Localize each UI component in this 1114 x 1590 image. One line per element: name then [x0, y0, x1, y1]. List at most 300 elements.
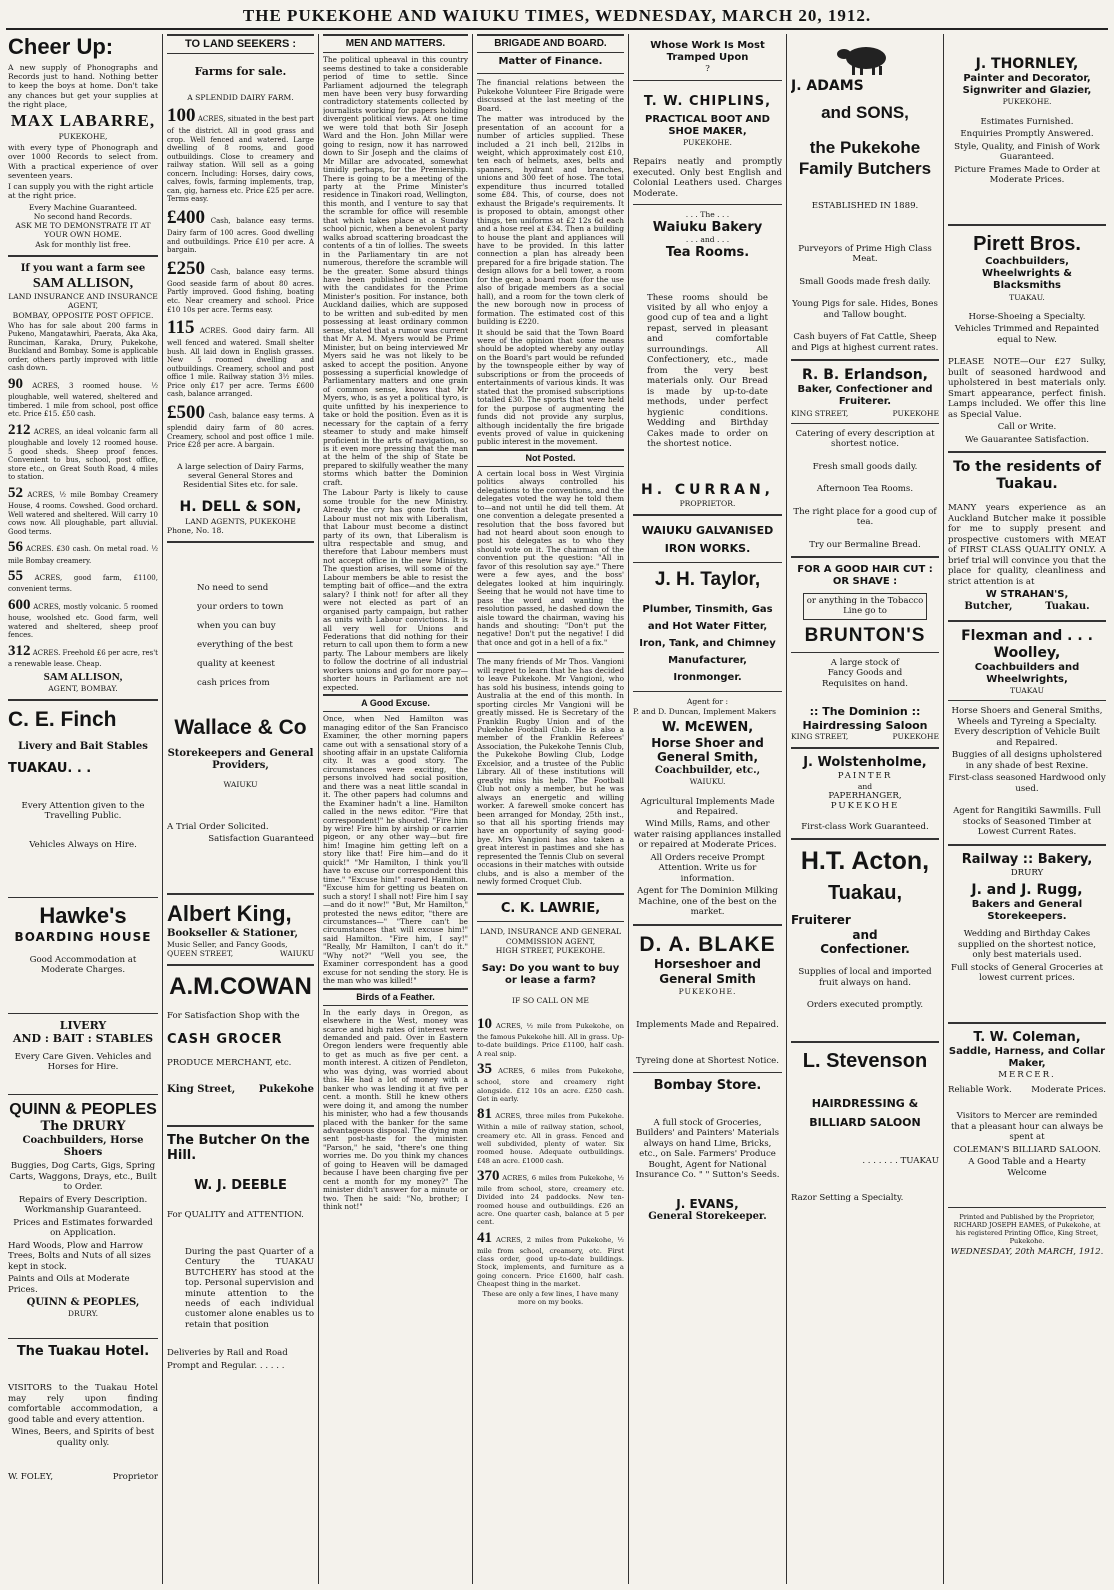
cowan-body: For Satisfaction Shop with the	[167, 1011, 300, 1022]
divider	[948, 451, 1106, 453]
listing	[8, 596, 158, 640]
hawke-body: Good Accommodation at Moderate Charges.	[29, 954, 137, 976]
masthead: THE PUKEKOHE AND WAIUKU TIMES, WEDNESDAY, MARCH 20, 1912.	[242, 6, 872, 25]
divider	[948, 844, 1106, 846]
sheep-leg	[852, 66, 855, 75]
young-pigs: Young Pigs for sale. Hides, Bones and Tallow bought.	[792, 299, 938, 320]
good-excuse-head: A Good Excuse.	[323, 694, 468, 712]
bakery-and: . . . and . . .	[685, 235, 730, 245]
rugg-groceries: Full stocks of General Groceries at lowest current prices.	[950, 962, 1103, 984]
wolstenholme-painter: PAINTER	[837, 771, 893, 782]
taylor-body: Plumber, Tinsmith, Gas and Hot Water Fitter, Iron, Tank, and Chimney Manufacturer, Ironmonger.	[639, 604, 776, 684]
livery-sub: AND : BAIT : STABLES	[12, 1032, 154, 1046]
divider	[8, 255, 158, 257]
evans-name: J. EVANS,	[676, 1196, 739, 1211]
fresh-goods: Fresh small goods daily.	[812, 461, 918, 472]
divider	[948, 1207, 1106, 1208]
dell-name: H. DELL & SON,	[179, 499, 302, 516]
king-address: QUEEN STREET,	[167, 948, 234, 958]
listing-number: 115	[167, 317, 195, 339]
please-note: PLEASE NOTE—Our £27 Sulky, built of seasoned hardwood and upholstered in best materials only. Smart appearance, perfect finish. Lamps included. We offer this line as Special Value.	[948, 357, 1106, 420]
blake-town: PUKEKOHE.	[678, 986, 737, 996]
listing-text: Cash, balance easy terms. A splendid dairy farm of 80 acres. Creamery, school and post office 1 mile. Price £28 per acre. A bargain.	[167, 411, 314, 450]
listing-text: ACRES, three miles from Pukekohe. Within a mile of railway station, school, creamery etc. All in grass. Fenced and well subdivided, plenty of water. Six roomed house. Adequate outbuildings. £48 an acre. £1000 cash.	[477, 1112, 624, 1165]
labarre-town: PUKEKOHE,	[58, 131, 108, 141]
waiuku-bakery: Waiuku Bakery	[652, 219, 763, 235]
flexman-sub: Coachbuilders and Wheelwrights,	[974, 661, 1080, 685]
mcewen-town: WAIUKU.	[689, 777, 726, 787]
king-sub: Bookseller & Stationer,	[167, 927, 298, 939]
lawrie-role: LAND, INSURANCE AND GENERAL COMMISSION AGENT,	[479, 927, 622, 946]
no-need-line: quality at keenest	[197, 658, 275, 669]
listing	[167, 401, 314, 450]
divider	[948, 224, 1106, 226]
imprint-date: WEDNESDAY, 20th MARCH, 1912.	[950, 1247, 1104, 1258]
purveyors: Purveyors of Prime High Class Meat.	[798, 243, 932, 265]
implements: Implements Made and Repaired.	[636, 1019, 779, 1030]
divider	[791, 556, 939, 558]
acton-and: and	[852, 927, 878, 942]
birds-head: Birds of a Feather.	[323, 988, 468, 1006]
galvanised-works: WAIUKU GALVANISED IRON WORKS.	[641, 524, 774, 555]
hawke-sub: BOARDING HOUSE	[14, 930, 152, 945]
mcewen-name: W. McEWEN,	[661, 719, 754, 735]
rugg-wedding: Wedding and Birthday Cakes supplied on the shortest notice, only best materials used.	[958, 929, 1096, 961]
coleman-moderate: Moderate Prices.	[1031, 1084, 1106, 1095]
flexman-body: Horse Shoers and General Smiths, Wheels and Tyreing a Specialty. Every description of Vehicle Built and Repaired.	[951, 706, 1103, 748]
acton-town: Tuakau,	[827, 881, 903, 904]
no-need-line: cash prices from	[197, 677, 270, 688]
cash-grocer: CASH GROCER	[167, 1031, 283, 1047]
labarre-guarantee: Every Machine Guaranteed.	[28, 202, 138, 212]
labarre-supply: I can supply you with the right article at the right price.	[8, 182, 154, 201]
horse-shoer: Horse Shoer and General Smith,	[651, 735, 764, 765]
adams-name: J. ADAMS	[791, 78, 864, 94]
hotel-name: The Tuakau Hotel.	[16, 1343, 150, 1359]
bakery-body: These rooms should be visited by all who enjoy a good cup of tea and a light repast, served in pleasant and comfortable surroundings. All Confectionery, etc., made from the very best materials only. Our Bread is made by up-to-date methods, under perfect hygienic conditions. Wedding and Birthday Cakes made to order on the shortest notice.	[647, 292, 768, 450]
sheep-leg	[860, 66, 863, 75]
divider	[8, 699, 158, 701]
residents-head: To the residents of Tuakau.	[953, 459, 1101, 493]
listing	[167, 206, 314, 255]
listing-number: 35	[477, 1060, 492, 1077]
divider	[8, 1094, 158, 1095]
hotel-body: VISITORS to the Tuakau Hotel may rely upon finding comfortable accommodation, a good table and every attention.	[8, 1383, 158, 1425]
hawke-name: Hawke's	[39, 903, 127, 929]
hair-cut: FOR A GOOD HAIR CUT : OR SHAVE :	[797, 564, 933, 588]
finch-vehicles: Vehicles Always on Hire.	[29, 839, 137, 850]
dell-phone: Phone, No. 18.	[167, 525, 224, 535]
labarre-demo: ASK ME TO DEMONSTRATE IT AT YOUR OWN HOME.	[15, 221, 151, 240]
brigade-sub: Matter of Finance.	[498, 56, 603, 68]
taylor-name: J. H. Taylor,	[654, 569, 761, 591]
labarre-name: MAX LABARRE,	[10, 111, 156, 131]
stevenson-name: L. Stevenson	[802, 1049, 928, 1072]
listing-number: 55	[8, 568, 23, 585]
quinn-repairs: Repairs of Every Description. Workmanship Guaranteed.	[18, 1194, 148, 1216]
divider	[948, 700, 1106, 701]
dominion-street: KING STREET,	[791, 732, 849, 742]
quinn-town: DRURY.	[67, 1309, 99, 1319]
listing	[167, 316, 314, 399]
good-excuse-text: Once, when Ned Hamilton was managing editor of the San Francisco Examiner, the other morning papers came out with a sensational story of a shooting affair in an upstate California city. It was a good story. The circumstances were exciting, the persons involved had social position, and there was a neat little scandal in it. The other papers had columns and the Examiner hadn't a line. Hamilton called in the news editor. "Fire that correspondent!" he shouted. "Fire him by wire! Fire him by airship or carrier pigeon, or any other way—but fire him! Imagine him getting left on a story like that! Fire him—and do it quick!" "Mr Hamilton, I think you'll have to excuse our correspondent this time." "Excuse him!" roared Hamilton. "Excuse him for getting us beaten on such a story! I shall not! Fire him I say—and do it now!" "But, Mr Hamilton," protested the news editor, "there are circumstances—" "There can't be circumstances that will excuse him!" said Hamilton. "Fire him, I say!" "Really, Mr Hamilton, I can't do it." "Why not?" "Well you see, the Examiner correspondent has a good excuse for not sending the story. He is the man who was killed!"	[323, 714, 468, 986]
whose-work: Whose Work Is Most Tramped Upon	[650, 40, 765, 64]
razor-setting: Razor Setting a Specialty.	[791, 1192, 904, 1203]
butcher-on-hill: The Butcher On the Hill.	[167, 1132, 310, 1164]
livery-title: LIVERY	[59, 1018, 107, 1032]
rugg-name: J. and J. Rugg,	[971, 882, 1083, 898]
column-3	[323, 34, 468, 1584]
men-matters-p1: The political upheaval in this country seems destined to take a considerable period of time to settle. Since Parliament adjourned the telegraph men have been very busy forwarding contradictory statements collected by journalists working for papers holding divergent political views. At one time we were told that both Sir Joseph Ward and the Hon. John Millar were going to resign, now it has narrowed down to Sir Joseph and the claims of Mr Millar are advocated, somewhat timidly perhaps, for the Premiership. There is going to be a meeting of the party at the Prime Minister's residence in Tinakori road, Wellington, this month, and I venture to say that the scramble for office will resemble that which takes place at a Sunday school picnic, when a benevolent party walks abroad scattering broadcast the contents of a tin of lollies. The sweets in the Parliamentary tin are not numerous, therefore the scramble will be the greater. Some absurd things have been published in connection with the candidates for the Prime Minister's position. For instance, both Auckland dailies, which are supposed to be written and sub-edited by men possessing at least ordinary common sense, stated that a rumor was current that Mr A. M. Myers would be Prime Minister, but on being interviewed Mr Myers said he was not likely to be asked to accept the position. Anyone possessing a superficial knowledge of Parliamentary matters and one grain of common sense, knows that Mr Myers, who, is as yet a political tyro, is quite unfitted by his inexperience to take or hold the position. Even as it is necessary for the captain of a ferry steamer to study and make himself proficient in the arts of navigation, so is it even more pressing that the man at the helm of the ship of State be prepared to skilfully weather the many storms which batter the Dominion craft.	[323, 55, 468, 487]
flexman-buggies: Buggies of all designs upholstered in any shade of best Rexine.	[951, 750, 1103, 771]
divider	[477, 893, 624, 895]
king-address-line	[167, 949, 314, 958]
allison-intro: If you want a farm see	[20, 262, 146, 274]
brigade-head: BRIGADE AND BOARD.	[477, 34, 624, 53]
king-town: WAIUKU	[279, 948, 314, 958]
labarre-records: No second hand Records.	[33, 211, 133, 221]
divider	[8, 1338, 158, 1339]
curran-name: H. CURRAN,	[641, 481, 774, 498]
erlandson-sub: Baker, Confectioner and Fruiterer.	[797, 384, 933, 408]
estimates: Estimates Furnished.	[980, 116, 1074, 127]
quinn-sub: The DRURY	[40, 1119, 126, 1135]
deeble-prompt: Prompt and Regular. . . . . .	[167, 1360, 285, 1371]
sheep-leg	[879, 66, 882, 75]
established: ESTABLISHED IN 1889.	[811, 201, 919, 212]
allison-listings	[8, 375, 158, 669]
lawrie-address: HIGH STREET, PUKEKOHE.	[495, 945, 606, 955]
divider	[633, 1072, 782, 1073]
acton-fruiterer: Fruiterer	[791, 913, 851, 928]
adams-sons: and SONS,	[821, 103, 909, 123]
coleman-trade: Saddle, Harness, and Collar Maker,	[948, 1045, 1106, 1069]
column-7	[948, 34, 1106, 1584]
evans-role: General Storekeeper.	[648, 1211, 767, 1223]
large-selection: A large selection of Dairy Farms, several General Stores and Residential Sites etc. for sale.	[177, 461, 304, 490]
allison-has: Who has for sale about 200 farms in Pukeno, Mangatawhiri, Paerata, Aka Aka, Runciman, Karaka, Drury, Pukekohe, Buckland and Bombay. Some is applicable order, others partly improved with little cash down.	[8, 321, 158, 373]
no-need-line: No need to send	[197, 583, 269, 594]
bruntons-stock: A large stock of Fancy Goods and Requisites on hand.	[821, 657, 909, 689]
curran-role: PROPRIETOR.	[679, 498, 736, 508]
blake-name: D. A. BLAKE	[639, 932, 776, 956]
erlandson-name: R. B. Erlandson,	[801, 367, 929, 384]
listing	[477, 1105, 624, 1165]
satisfaction: Satisfaction Guaranteed	[208, 834, 314, 845]
tea-rooms: Tea Rooms.	[665, 244, 750, 260]
flexman-sawmills: Agent for Rangitiki Sawmills. Full stocks of Seasoned Timber at Lowest Current Rates.	[953, 806, 1101, 838]
all-orders: All Orders receive Prompt Attention. Write us for information.	[650, 852, 765, 884]
dell-role: LAND AGENTS, PUKEKOHE	[185, 516, 296, 526]
column-divider	[162, 34, 163, 1584]
vehicles-trimmed: Vehicles Trimmed and Repainted equal to New.	[954, 324, 1100, 345]
divider	[791, 838, 939, 840]
divider	[633, 80, 782, 81]
not-posted-text: A certain local boss in West Virginia politics always controlled his delegations to the conventions, and the delegates voted the way he told them to—and not until he did tell them. At one convention a delegate presented a resolution that the boss favored but had not heard about soon enough to post his delegates as to who they should vote on it. The chairman of the convention put the question: "All in favor of this resolution say aye." There were a few ayes, and the boss' delegates looked at him inquiringly. Seeing that he would not have time to pass the word and wanting the resolution passed, he dashed down the aisle toward the chairman, waving his hands and shouting: "Don't put the negative! Don't put the negative! I did that once and got in a hell of a fix."	[477, 468, 624, 647]
flexman-town: TUAKAU	[1010, 686, 1044, 696]
adams-family: Family Butchers	[798, 158, 932, 178]
dominion-saloon: :: The Dominion :: Hairdressing Saloon	[802, 705, 928, 732]
divider	[633, 204, 782, 205]
allison-sign-role: AGENT, BOMBAY.	[48, 684, 118, 694]
brigade-p3: It should be said that the Town Board were of the opinion that some means should be adopted whereby any outlay on the Board's part would be refunded by the townspeople either by way of subscriptions or from the proceeds of entertainments of various kinds. It was stated that the promised subscriptions totalled £30. The sports that were held for the purpose of augmenting the funds did not provide any surplus, although incidentally the fire brigade events proved of value in quickening public interest in the movement.	[477, 327, 624, 447]
brigade-p2: The matter was introduced by the presentation of an account for a number of articles supplied. These included a 21 inch bell, 212lbs in weight, which approximately cost £10, ten each of helmets, axes, belts and spanners, hydrant and branches, unions and 300 feet of hose. The total expenditure thus incurred totalled some £84. This, of course, does not exhaust the Brigade's requirements. It is proposed to obtain, amongst other things, ten uniforms at £2 12s 6d each and a hose reel at £34. Then a building to house the plant and appliances will have to be provided. In this latter connection a plan has already been prepared for a fire brigade station. The design allows for a bell tower, a room for the gear, a board room (for the use also of brigade members as a social hall), and a room for the town clerk of the new borough now in process of formation. The estimated cost of this building is £220.	[477, 114, 624, 327]
men-matters-p2: The Labour Party is likely to cause some trouble for the new Ministry. Already the cry has gone forth that Labour must not mix with Liberalism, that Labour must become a distinct party of its own, that Liberalism is ultra respectable and smug, and therefore that Labour members must not accept office in the new Ministry. The question arises, will some of the Labour members be able to resist the tempting bait of office—and the extra salary? I think not! for after all they were not elected as part of an organised party campaign, but rather as units with Labour convictions. It is all very well for Unions and Federations that did nothing for their return to call upon them to form a new party. The Labour members are likely to follow the doctrine of all industrial workers unions and go for more pay—shorter hours in Parliament are not expected.	[323, 488, 468, 692]
flexman-hardwood: First-class seasoned Hardwood only used.	[948, 773, 1106, 794]
quinn-name: QUINN & PEOPLES	[9, 1100, 157, 1118]
small-goods: Small Goods made fresh daily.	[799, 276, 931, 287]
column-divider	[628, 34, 629, 1584]
bombay-store: Bombay Store.	[653, 1077, 762, 1093]
divider	[477, 652, 624, 653]
duncan: P. and D. Duncan, Implement Makers	[633, 706, 777, 716]
allison-role: LAND INSURANCE AND INSURANCE AGENT,	[8, 292, 158, 311]
pirett-name: Pirett Bros.	[973, 232, 1081, 255]
listing-number: 212	[8, 421, 31, 438]
finch-body: Every Attention given to the Travelling Public.	[21, 800, 145, 822]
adams-the: the Pukekohe	[809, 137, 921, 157]
produce-merchant: PRODUCE MERCHANT, etc.	[167, 1057, 292, 1068]
finch-sub: Livery and Bait Stables	[18, 740, 148, 752]
call-write: Call or Write.	[997, 422, 1057, 433]
listing-number: 90	[8, 376, 23, 393]
listing	[477, 1060, 624, 1103]
listing-text: ACRES, ½ mile from Pukekohe, on the famous Pukekohe hill. All in grass. Up-to-date buildings. Price £1100, half cash. A real snip.	[477, 1021, 624, 1058]
rugg-bakers: Bakers and General Storekeepers.	[971, 899, 1083, 923]
boot-maker: PRACTICAL BOOT AND SHOE MAKER,	[645, 113, 770, 137]
listing-text: ACRES, an ideal volcanic farm all ploughable and lovely 12 roomed house. 5 good sheds. Sheep proof fences. Convenient to bus, school, post office, store etc., on Great South Road, 4 miles to station.	[8, 427, 158, 482]
afternoon-tea: Afternoon Tea Rooms.	[816, 484, 914, 495]
say-buy-lease: Say: Do you want to buy or lease a farm?	[481, 963, 620, 987]
king-street: King Street,	[167, 1084, 236, 1096]
quinn-wood: Hard Woods, Plow and Harrow Trees, Bolts and Nuts of all sizes kept in stock.	[8, 1240, 151, 1272]
column-1	[8, 34, 158, 1584]
column-divider	[786, 34, 787, 1584]
hotel-signature	[8, 1472, 158, 1482]
trial-order: A Trial Order Solicited.	[167, 821, 269, 832]
divider	[948, 1022, 1106, 1024]
boot-body: Repairs neatly and promptly executed. Only best English and Colonial Leathers used. Charges Moderate.	[633, 157, 782, 199]
land-seekers-head: TO LAND SEEKERS :	[167, 34, 314, 54]
divider	[948, 620, 1106, 622]
cheer-body: A new supply of Phonographs and Records just to hand. Nothing better to keep the boys at home. Don't take any chances but get your supplies at the right place,	[8, 62, 158, 109]
boot-town: PUKEKOHE.	[683, 138, 732, 148]
hotel-wines: Wines, Beers, and Spirits of best quality only.	[11, 1427, 155, 1448]
hotel-sign: W. FOLEY,	[8, 1472, 54, 1483]
pirett-sub: Coachbuilders, Wheelwrights & Blacksmiths	[982, 256, 1072, 292]
no-need-line: when you can buy	[197, 620, 276, 631]
listing-text: ACRES, ½ mile Bombay Creamery House, 4 rooms. Cowshed. Good orchard. Well watered and sheltered. Will carry 10 cows now. All ploughable, part alluvial. Good terms.	[8, 490, 158, 536]
cowan-name: A.M.COWAN	[169, 973, 312, 1001]
enquiries: Enquiries Promptly Answered.	[960, 129, 1094, 140]
quinn-paints: Paints and Oils at Moderate Prices.	[8, 1274, 130, 1295]
right-place: The right place for a good cup of tea.	[793, 506, 937, 528]
hotel-role: Proprietor	[112, 1472, 158, 1483]
coleman-saloon: COLEMAN'S BILLIARD SALOON.	[953, 1144, 1101, 1155]
listing-number: 312	[8, 642, 31, 659]
king-street-line	[167, 1084, 314, 1096]
blake-sub: Horseshoer and General Smith	[654, 957, 761, 987]
thornley-town: PUKEKOHE.	[1002, 97, 1052, 107]
tyreing: Tyreing done at Shortest Notice.	[636, 1056, 779, 1067]
divider	[633, 514, 782, 516]
divider	[167, 541, 314, 543]
allison-sign: SAM ALLISON,	[43, 670, 123, 683]
strahan-town: Tuakau.	[1045, 601, 1090, 613]
bermaline: Try our Bermaline Bread.	[809, 539, 921, 550]
quinn-body: Buggies, Dog Carts, Gigs, Spring Carts, Waggons, Drays, etc., Built to Order.	[9, 1161, 157, 1193]
sheep-head	[837, 49, 851, 59]
railway-bakery: Railway :: Bakery,	[961, 851, 1093, 867]
listing-number: 56	[8, 539, 23, 556]
column-2	[167, 34, 314, 1584]
erlandson-address-line	[791, 409, 939, 418]
coleman-visitors: Visitors to Mercer are reminded that a pleasant hour can always be spent at	[950, 1111, 1104, 1143]
listing-text: ACRES. Freehold £6 per acre, res't a renewable lease. Cheap.	[8, 648, 158, 669]
sheep-illustration	[830, 38, 900, 78]
dominion-address-line	[791, 732, 939, 741]
listing-text: ACRES, 6 miles from Pukekohe, school, store and creamery right alongside. £12 10s an acre. £250 cash. Get in early.	[477, 1066, 624, 1103]
vangioni-text: The many friends of Mr Thos. Vangioni will regret to learn that he has decided to leave Pukekohe. Mr Vangioni, who has sold his business, intends going to Australia at the end of this month. In sporting circles Mr Vangioni will be greatly missed. He is Secretary of the Franklin Rugby Union and of the Pukekohe Football Club. He is also a member of the Franklin Referees' Association, the Pukekohe Tennis Club, the Pukekohe Bowling Club, Lodge Excelsior, and a trustee of the Public Library. All of these institutions will greatly miss his help. The Football Club not only a member, but he was always an energetic and willing worker. A farewell smoke concert has been arranged for Monday, 25th inst., so that all his sporting friends may have an opportunity of saying good-bye. Mrs Vangioni has also taken a great interest in pastimes and she has represented the Tennis Club on several occasions in their matches with outside clubs, and is also a member of the newly formed Croquet Club.	[477, 657, 624, 887]
livery-body: Every Care Given. Vehicles and Horses for Hire.	[14, 1051, 152, 1073]
pirett-town: TUAKAU.	[1009, 292, 1045, 302]
listing-number: 370	[477, 1167, 500, 1184]
erlandson-town: PUKEKOHE	[892, 408, 939, 418]
divider	[633, 691, 782, 692]
lawrie-name: C. K. LAWRIE,	[500, 900, 601, 916]
stevenson-town: . . . . . . . TUAKAU	[862, 1156, 939, 1167]
no-need-line: everything of the best	[197, 639, 293, 650]
column-6	[791, 34, 939, 1584]
cheer-title: Cheer Up:	[8, 34, 114, 59]
catering: Catering of every description at shortest notice.	[795, 428, 935, 450]
listing-text: ACRES, 2 miles from Pukekohe, ½ mile from school, creamery, etc. First class order, good up-to-date buildings. Stock, implements, and furniture as a going concern. Price £1600, half cash. Cheapest thing in the market.	[477, 1235, 624, 1288]
hairdressing-saloon: HAIRDRESSING & BILLIARD SALOON	[809, 1096, 921, 1129]
wolstenholme-town: PUKEKOHE	[830, 801, 900, 812]
listing-text: ACRES. Good dairy farm. All well fenced and watered. Small shelter bush. All laid down in English grasses. New 5 roomed dwelling and outbuildings. Creamery, school and post office 1 mile. Railway station 3½ miles. Price only £17 per acre. Terms £600 cash, balance arranged.	[167, 327, 314, 399]
strahan-trade: Butcher,	[964, 601, 1013, 613]
listing-text: ACRES. £30 cash. On metal road. ½ mile Bombay creamery.	[8, 545, 158, 565]
divider	[791, 423, 939, 424]
acton-orders: Orders executed promptly.	[806, 1000, 924, 1011]
few-lines: These are only a few lines, I have many more on my books.	[482, 1290, 619, 1307]
tobacco: or anything in the Tobacco Line go to	[803, 593, 927, 620]
column-divider	[318, 34, 319, 1584]
listing	[8, 642, 158, 669]
divider	[791, 652, 939, 653]
masthead-rule	[6, 28, 1108, 30]
listing-number: 41	[477, 1229, 492, 1246]
listing-text: ACRES, 3 roomed house. ½ ploughable, well watered, sheltered and timbered. 1 mile from school, post office etc. Price £15. £50 cash.	[8, 382, 158, 419]
finch-name: C. E. Finch	[8, 708, 117, 732]
wallace-town: WAIUKU	[223, 780, 258, 790]
listing-text: ACRES, mostly volcanic. 5 roomed house, woolshed etc. Good farm, well watered and sheltered, sheep proof fences.	[8, 602, 158, 640]
thornley-trade: Painter and Decorator, Signwriter and Glazier,	[962, 73, 1092, 97]
listing	[477, 1229, 624, 1289]
strahan-line	[948, 601, 1106, 613]
divider	[633, 924, 782, 926]
listing-number: £400	[167, 207, 205, 229]
flexman-name: Flexman and . . . Woolley,	[961, 627, 1093, 661]
labarre-body: with every type of Phonograph and over 1000 Records to select from. With a practical experience of over seventeen years.	[8, 143, 158, 180]
railway-drury: DRURY	[1010, 867, 1044, 878]
listing-text: ACRES, situated in the best part of the district. All in good grass and crop. Well fenced and watered. Large dwelling of 8 rooms, and good outbuildings. Close to creamery and railway station. Will sell as a going concern. Including: Horses, dairy cows, calves, fowls, farming implements, trap, can, gig, harness etc. Price £25 per acre. Terms easy.	[167, 115, 314, 204]
listing-text: Cash, balance easy terms. Dairy farm of 100 acres. Good dwelling and outbuildings. Price £10 per acre. A bargain.	[167, 217, 314, 255]
agent-for: Agent for :	[686, 697, 729, 707]
coleman-reliable: Reliable Work.	[948, 1084, 1012, 1095]
acton-supplies: Supplies of local and imported fruit always on hand.	[798, 967, 932, 988]
coleman-name: T. W. Coleman,	[973, 1029, 1081, 1045]
erlandson-street: KING STREET,	[791, 408, 849, 418]
quinn-sign: QUINN & PEOPLES,	[26, 1297, 140, 1309]
listing-number: 81	[477, 1106, 492, 1123]
wolstenholme-and: and	[857, 781, 873, 791]
sheep-body	[846, 47, 886, 69]
call-on-me: IF SO CALL ON ME	[512, 995, 589, 1005]
picture-frames: Picture Frames Made to Order at Moderate Prices.	[954, 164, 1100, 186]
listing	[8, 375, 158, 419]
wallace-sub: Storekeepers and General Providers,	[167, 748, 314, 772]
bakery-the: . . . The . . .	[685, 210, 730, 220]
coleman-town: MERCER.	[998, 1070, 1056, 1081]
coachbuilder: Coachbuilder, etc.,	[654, 765, 761, 777]
deeble-quality: For QUALITY and ATTENTION.	[167, 1210, 304, 1221]
wind-mills: Wind Mills, Rams, and other water raising appliances installed or repaired at Moderate Prices.	[633, 819, 782, 851]
strahan-name: W STRAHAN'S,	[985, 589, 1069, 601]
listing-number: 10	[477, 1015, 492, 1032]
listing	[477, 1167, 624, 1227]
king-sub2: Music Seller, and Fancy Goods,	[167, 939, 288, 949]
agri-implements: Agricultural Implements Made and Repaired.	[640, 796, 775, 817]
coleman-welcome: A Good Table and a Hearty Welcome	[968, 1157, 1086, 1178]
listing	[8, 484, 158, 536]
labarre-list: Ask for monthly list free.	[35, 239, 131, 249]
listing	[8, 421, 158, 482]
deeble-body: During the past Quarter of a Century the TUAKAU BUTCHERY has stood at the top. Personal supervision and minute attention to the needs of each individual customer alone enables us to retain that position	[185, 1246, 314, 1330]
birds-text: In the early days in Oregon, as elsewhere in the West, money was scarce and high rates of interest were demanded and paid. Over in Eastern Oregon lenders were frequently able to get as much as five per cent. a month interest. A citizen of Pendleton, who was dying, was worried about this. He had a lot of money with a banker who was lending it at five per cent. a month. Still he knew others were doing it, and among the number his minister, who had a few thousands placed with the banker for the same advantageous disposal. The dying man sent post-haste for the minister. "Parson," he said, "there's one thing worries me. Do you think my chances of going to Heaven will be damaged because I have been charging five per cent a month for my money?" The minister didn't answer for a minute or two. Then he said: "No, brother; I think not!"	[323, 1007, 468, 1212]
finch-town: TUAKAU. . .	[8, 761, 92, 777]
listing	[8, 538, 158, 565]
listing-text: ACRES, good farm, £1100, convenient terms.	[8, 574, 158, 594]
listing-text: Cash, balance easy terms. Good seaside farm of about 80 acres. Partly improved. Good fishing, boating etc. Near creamery and school. Price £10 10s per acre. Terms easy.	[167, 267, 314, 314]
divider	[477, 73, 624, 74]
not-posted-head: Not Posted.	[477, 449, 624, 467]
allison-name: SAM ALLISON,	[32, 276, 134, 291]
divider	[791, 1041, 939, 1043]
listing	[477, 1015, 624, 1058]
listing-text: ACRES, 6 miles from Pukekohe, ½ mile from school, store, creamery etc. Divided into 24 paddocks. New ten-roomed house and outbuildings. £26 an acre. One quarter cash, balance at 5 per cent.	[477, 1173, 624, 1227]
deeble-name: W. J. DEEBLE	[194, 1178, 287, 1194]
wolstenholme-name: J. Wolstenholme,	[803, 755, 927, 771]
divider	[477, 921, 624, 922]
first-class-work: First-class Work Guaranteed.	[801, 821, 929, 832]
king-street-town: Pukekohe	[258, 1084, 314, 1096]
bruntons-name: BRUNTON'S	[804, 624, 926, 646]
divider	[167, 893, 314, 895]
divider	[8, 1013, 158, 1014]
column-4	[477, 34, 624, 1584]
brigade-p1: The financial relations between the Pukekohe Volunteer Fire Brigade were discussed at the last meeting of the Board.	[477, 78, 624, 113]
listing-number: £250	[167, 257, 205, 279]
listing	[167, 104, 314, 204]
style-quality: Style, Quality, and Finish of Work Guaranteed.	[954, 141, 1100, 163]
quinn-prices: Prices and Estimates forwarded on Application.	[13, 1217, 153, 1239]
king-name: Albert King,	[167, 900, 292, 926]
divider	[791, 747, 939, 749]
listing-number: 600	[8, 596, 31, 613]
column-divider	[472, 34, 473, 1584]
divider	[633, 562, 782, 563]
